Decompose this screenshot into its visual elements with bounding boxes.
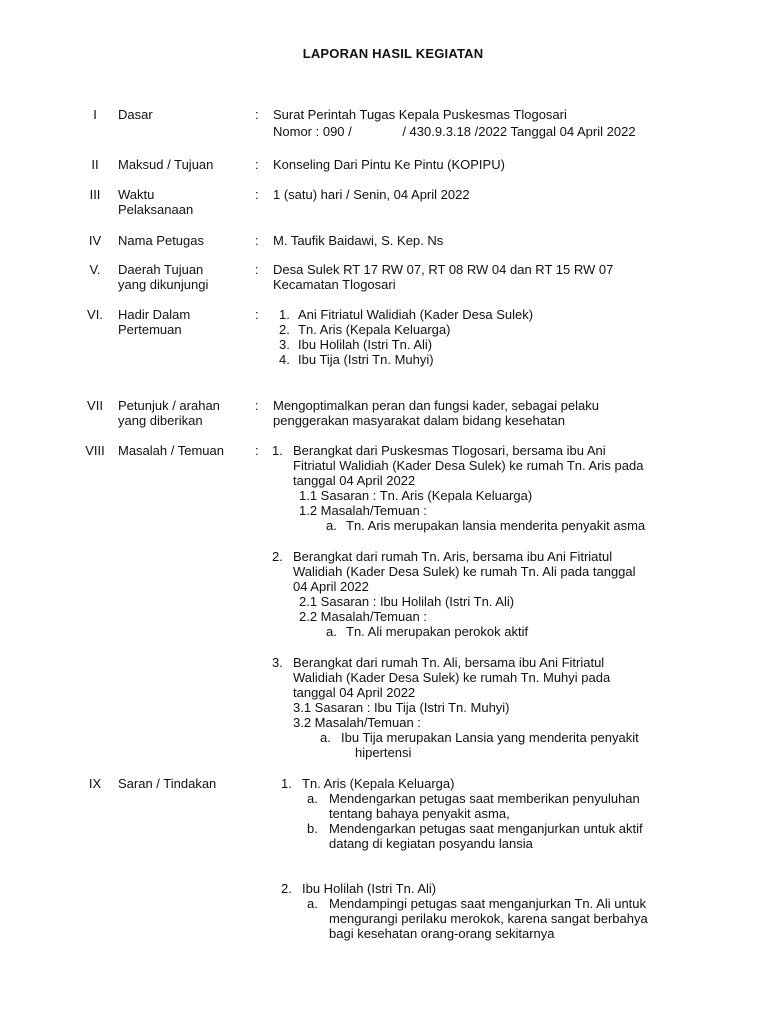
label-line: Waktu [118, 187, 155, 202]
point-text: tentang bahaya penyakit asma, [329, 806, 510, 821]
section-number: VII [87, 398, 103, 413]
point-text: Tn. Aris merupakan lansia menderita penyakit asma [346, 518, 646, 533]
list-text: Ibu Tija (Istri Tn. Muhyi) [298, 352, 434, 367]
action-point [302, 791, 731, 821]
section-value: 1 (satu) hari / Senin, 04 April 2022 [273, 187, 470, 202]
colon: : [255, 233, 259, 248]
colon: : [255, 187, 259, 202]
section-number: III [89, 187, 101, 202]
finding-line: tanggal 04 April 2022 [293, 685, 416, 700]
colon: : [255, 307, 259, 322]
finding-item [272, 443, 732, 533]
list-marker: 1. [279, 307, 290, 322]
finding-item [272, 549, 732, 639]
list-marker: 1. [281, 776, 292, 791]
section-label: Maksud / Tujuan [118, 157, 214, 172]
section-label: Nama Petugas [118, 233, 204, 248]
point-text: Mendengarkan petugas saat menganjurkan untuk aktif [329, 821, 643, 836]
finding-line: Berangkat dari Puskesmas Tlogosari, bersama ibu Ani [293, 443, 606, 458]
list-marker: 4. [279, 352, 290, 367]
masalah-heading: 2.2 Masalah/Temuan : [299, 609, 427, 624]
colon: : [255, 107, 259, 122]
section-number: I [93, 107, 97, 122]
list-item [279, 352, 729, 367]
sasaran: 3.1 Sasaran : Ibu Tija (Istri Tn. Muhyi) [293, 700, 510, 715]
point-marker: a. [320, 730, 331, 745]
finding-item [272, 655, 732, 760]
list-text: Ani Fitriatul Walidiah (Kader Desa Sulek) [298, 307, 534, 322]
list-marker: 2. [279, 322, 290, 337]
point-text: bagi kesehatan orang-orang sekitarnya [329, 926, 555, 941]
value-line: Nomor : 090 / / 430.9.3.18 /2022 Tanggal 04 April 2022 [273, 124, 636, 139]
sasaran: 2.1 Sasaran : Ibu Holilah (Istri Tn. Ali) [299, 594, 515, 609]
list-marker: 1. [272, 443, 283, 458]
colon: : [255, 262, 259, 277]
value-line: Mengoptimalkan peran dan fungsi kader, sebagai pelaku [273, 398, 599, 413]
masalah-heading: 3.2 Masalah/Temuan : [293, 715, 421, 730]
section-label [118, 398, 248, 428]
value-line: Kecamatan Tlogosari [273, 277, 396, 292]
point-text: Mendampingi petugas saat menganjurkan Tn. Ali untuk [329, 896, 647, 911]
section-number: IX [88, 776, 102, 791]
action-title: Ibu Holilah (Istri Tn. Ali) [302, 881, 437, 896]
section-number: II [91, 157, 99, 172]
list-marker: 3. [272, 655, 283, 670]
list-item [279, 337, 729, 352]
point-text: hipertensi [355, 745, 412, 760]
list-text: Tn. Aris (Kepala Keluarga) [298, 322, 451, 337]
finding-line: Berangkat dari rumah Tn. Ali, bersama ibu Ani Fitriatul [293, 655, 605, 670]
section-value: Konseling Dari Pintu Ke Pintu (KOPIPU) [273, 157, 505, 172]
list-item [279, 307, 729, 322]
sasaran: 1.1 Sasaran : Tn. Aris (Kepala Keluarga) [299, 488, 533, 503]
section-value [273, 107, 723, 139]
finding-line: tanggal 04 April 2022 [293, 473, 416, 488]
section-label: Masalah / Temuan [118, 443, 224, 458]
label-line: Pelaksanaan [118, 202, 194, 217]
label-line: yang diberikan [118, 413, 203, 428]
point-marker: a. [326, 518, 337, 533]
action-title: Tn. Aris (Kepala Keluarga) [302, 776, 455, 791]
section-label [118, 262, 248, 292]
section-value: M. Taufik Baidawi, S. Kep. Ns [273, 233, 444, 248]
point-text: mengurangi perilaku merokok, karena sangat berbahya [329, 911, 648, 926]
finding-line: Fitriatul Walidiah (Kader Desa Sulek) ke rumah Tn. Aris pada [293, 458, 644, 473]
section-label: Dasar [118, 107, 153, 122]
point-text: Mendengarkan petugas saat memberikan penyuluhan [329, 791, 640, 806]
label-line: yang dikunjungi [118, 277, 209, 292]
action-item [281, 881, 731, 941]
masalah-heading: 1.2 Masalah/Temuan : [299, 503, 427, 518]
label-line: Petunjuk / arahan [118, 398, 220, 413]
section-label [118, 187, 248, 217]
section-label: Saran / Tindakan [118, 776, 217, 791]
point-marker: a. [326, 624, 337, 639]
section-value [273, 262, 723, 292]
section-number: VI. [87, 307, 103, 322]
point-text: Tn. Ali merupakan perokok aktif [346, 624, 529, 639]
list-marker: 2. [281, 881, 292, 896]
value-line: penggerakan masyarakat dalam bidang kesehatan [273, 413, 565, 428]
section-number: V. [89, 262, 101, 277]
finding-line: 04 April 2022 [293, 579, 369, 594]
colon: : [255, 398, 259, 413]
value-line: Surat Perintah Tugas Kepala Puskesmas Tlogosari [273, 107, 567, 122]
finding-line: Walidiah (Kader Desa Sulek) ke rumah Tn. Ali pada tanggal [293, 564, 636, 579]
finding-line: Walidiah (Kader Desa Sulek) ke rumah Tn. Muhyi pada [293, 670, 611, 685]
document-title: LAPORAN HASIL KEGIATAN [302, 46, 484, 61]
list-item [279, 322, 729, 337]
colon: : [255, 443, 259, 458]
point-marker: a. [307, 791, 318, 806]
finding-point [293, 624, 732, 639]
attendee-list [279, 307, 729, 367]
colon: : [255, 157, 259, 172]
finding-line: Berangkat dari rumah Tn. Aris, bersama ibu Ani Fitriatul [293, 549, 613, 564]
point-text: datang di kegiatan posyandu lansia [329, 836, 533, 851]
section-number: VIII [85, 443, 105, 458]
label-line: Hadir Dalam [118, 307, 191, 322]
point-marker: a. [307, 896, 318, 911]
point-marker: b. [307, 821, 318, 836]
value-line: Desa Sulek RT 17 RW 07, RT 08 RW 04 dan RT 15 RW 07 [273, 262, 614, 277]
section-label [118, 307, 248, 337]
action-item [281, 776, 731, 851]
section-value [273, 398, 723, 428]
finding-point [293, 730, 732, 760]
point-text: Ibu Tija merupakan Lansia yang menderita penyakit [341, 730, 639, 745]
label-line: Daerah Tujuan [118, 262, 204, 277]
list-marker: 2. [272, 549, 283, 564]
finding-point [293, 518, 732, 533]
list-marker: 3. [279, 337, 290, 352]
section-number: IV [88, 233, 102, 248]
action-point [302, 821, 731, 851]
list-text: Ibu Holilah (Istri Tn. Ali) [298, 337, 433, 352]
action-point [302, 896, 731, 941]
label-line: Pertemuan [118, 322, 182, 337]
